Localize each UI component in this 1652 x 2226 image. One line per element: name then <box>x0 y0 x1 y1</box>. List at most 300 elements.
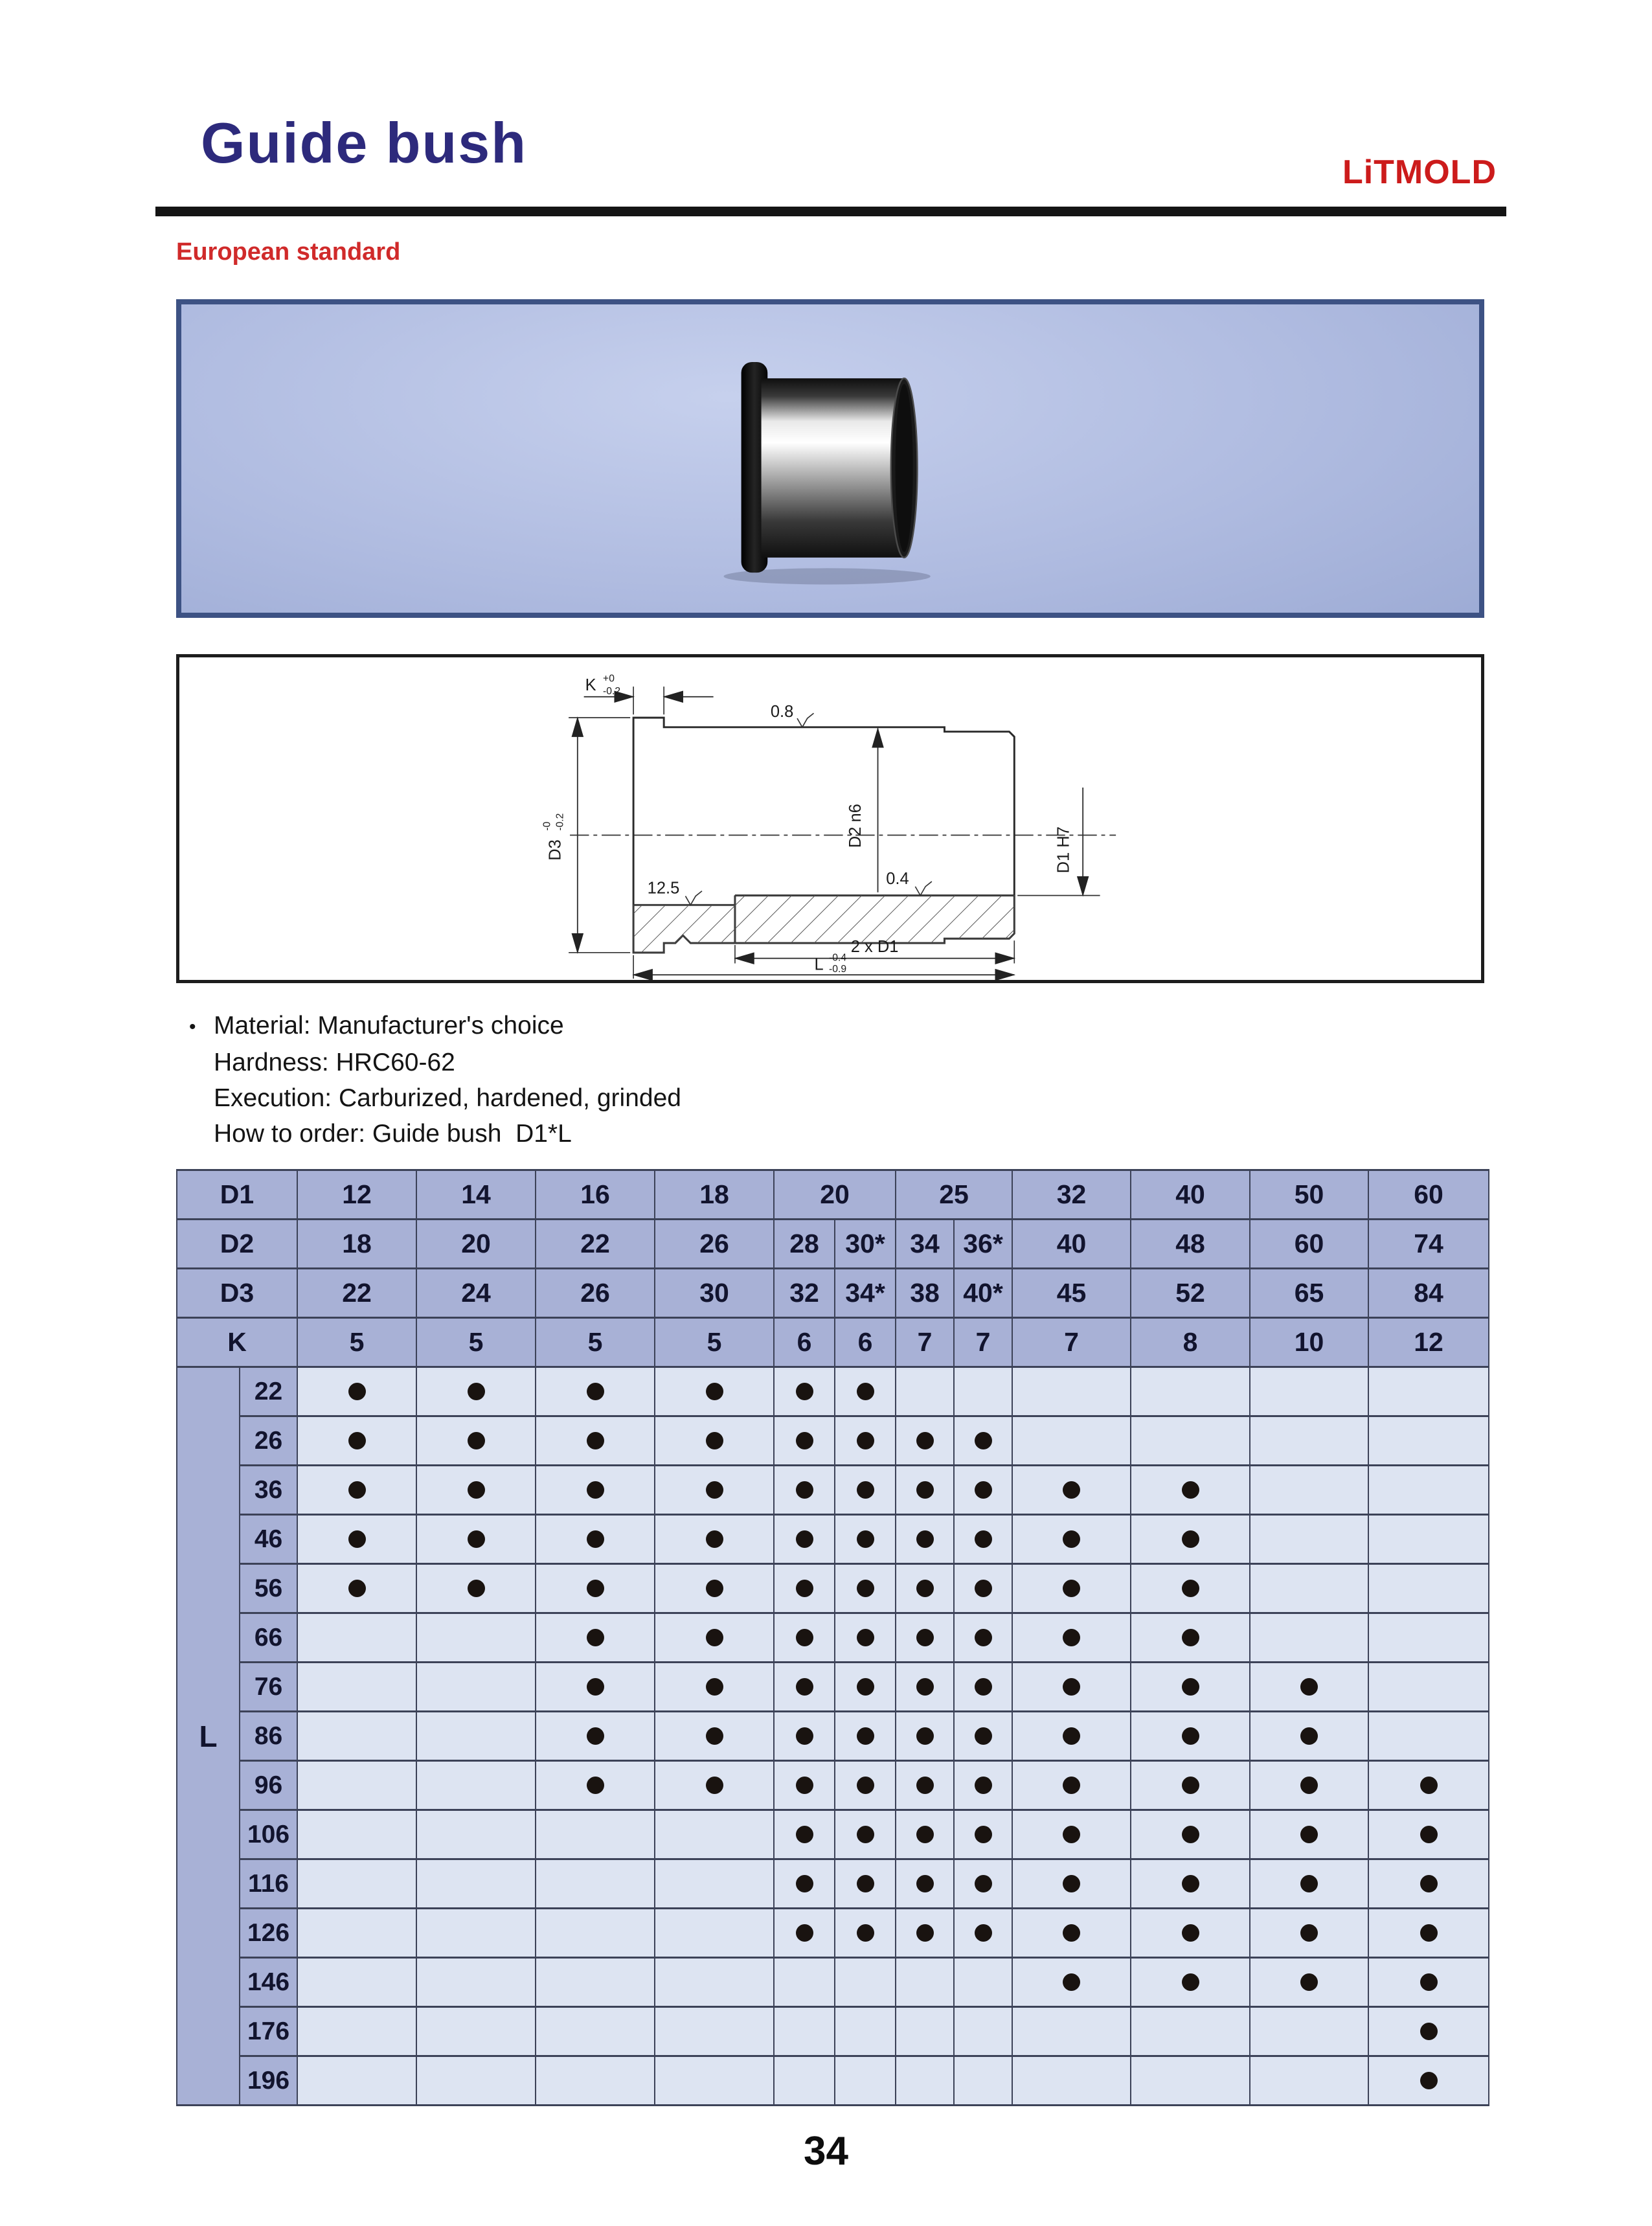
header-value-cell: 28 <box>774 1220 835 1269</box>
availability-dot <box>975 1826 992 1843</box>
availability-dot <box>1420 2023 1438 2040</box>
availability-cell <box>536 2007 655 2056</box>
availability-cell <box>297 1859 416 1909</box>
availability-cell <box>1131 1712 1250 1761</box>
availability-cell <box>1012 1909 1131 1958</box>
availability-cell <box>1250 1416 1368 1466</box>
header-value-cell: 22 <box>536 1220 655 1269</box>
length-row <box>177 1859 1489 1909</box>
availability-cell <box>655 1367 774 1416</box>
header-row <box>177 1170 1489 1220</box>
availability-dot <box>1420 1973 1438 1991</box>
availability-dot <box>975 1481 992 1499</box>
availability-dot <box>1300 1727 1318 1745</box>
availability-dot <box>857 1383 874 1400</box>
header-value-cell: 40 <box>1012 1220 1131 1269</box>
availability-dot <box>468 1481 485 1499</box>
availability-cell <box>896 1564 954 1613</box>
availability-cell <box>297 1712 416 1761</box>
availability-dot <box>916 1432 934 1449</box>
length-row <box>177 1367 1489 1416</box>
header-row-label: D2 <box>177 1220 297 1269</box>
availability-dot <box>348 1580 366 1597</box>
availability-cell <box>655 1416 774 1466</box>
availability-cell <box>1368 1515 1489 1564</box>
header-value-cell: 32 <box>1012 1170 1131 1220</box>
availability-cell <box>1012 1859 1131 1909</box>
availability-dot <box>857 1530 874 1548</box>
availability-cell <box>1012 1564 1131 1613</box>
availability-cell <box>1368 1613 1489 1663</box>
length-value-cell: 126 <box>240 1909 297 1958</box>
availability-cell <box>1368 1367 1489 1416</box>
availability-cell <box>896 1712 954 1761</box>
availability-dot <box>1182 1678 1199 1696</box>
availability-dot <box>348 1383 366 1400</box>
technical-drawing <box>179 657 1481 980</box>
availability-dot <box>796 1383 813 1400</box>
availability-cell <box>835 1761 896 1810</box>
header-divider <box>155 207 1506 216</box>
header-value-cell: 26 <box>655 1220 774 1269</box>
availability-cell <box>297 1909 416 1958</box>
availability-cell <box>536 1761 655 1810</box>
availability-dot <box>975 1875 992 1892</box>
length-row <box>177 1564 1489 1613</box>
availability-cell <box>416 1712 536 1761</box>
availability-cell <box>536 1564 655 1613</box>
availability-cell <box>896 1958 954 2007</box>
availability-cell <box>774 1712 835 1761</box>
availability-dot <box>1182 1530 1199 1548</box>
availability-cell <box>835 1564 896 1613</box>
availability-cell <box>1250 1810 1368 1859</box>
header-value-cell: 14 <box>416 1170 536 1220</box>
availability-cell <box>536 1416 655 1466</box>
availability-cell <box>1368 1416 1489 1466</box>
header-value-cell: 84 <box>1368 1269 1489 1318</box>
availability-cell <box>536 1909 655 1958</box>
length-value-cell: 26 <box>240 1416 297 1466</box>
availability-dot <box>796 1432 813 1449</box>
availability-dot <box>1300 1678 1318 1696</box>
availability-dot <box>975 1727 992 1745</box>
availability-cell <box>774 2056 835 2106</box>
availability-cell <box>835 1712 896 1761</box>
availability-dot <box>857 1678 874 1696</box>
availability-dot <box>1182 1777 1199 1794</box>
availability-dot <box>916 1530 934 1548</box>
header-value-cell: 5 <box>655 1318 774 1367</box>
availability-cell <box>1250 1712 1368 1761</box>
availability-cell <box>1368 1859 1489 1909</box>
header-value-cell: 48 <box>1131 1220 1250 1269</box>
availability-dot <box>1063 1629 1080 1646</box>
availability-dot <box>916 1580 934 1597</box>
header-value-cell: 25 <box>896 1170 1012 1220</box>
header-value-cell: 5 <box>416 1318 536 1367</box>
availability-cell <box>1368 2007 1489 2056</box>
availability-cell <box>954 1515 1012 1564</box>
bullet-icon: • <box>189 1016 196 1038</box>
availability-cell <box>1368 1810 1489 1859</box>
header-value-cell: 6 <box>774 1318 835 1367</box>
note-line <box>189 1008 681 1045</box>
availability-dot <box>796 1580 813 1597</box>
dim-label-k-sup: +0 <box>603 673 615 685</box>
finish-mark-top-icon <box>797 713 813 727</box>
availability-cell <box>1012 1663 1131 1712</box>
availability-cell <box>1368 2056 1489 2106</box>
header-value-cell: 30* <box>835 1220 896 1269</box>
availability-dot <box>348 1432 366 1449</box>
availability-cell <box>896 1613 954 1663</box>
availability-cell <box>954 1761 1012 1810</box>
availability-dot <box>348 1530 366 1548</box>
availability-dot <box>857 1580 874 1597</box>
availability-cell <box>954 1712 1012 1761</box>
length-value-cell: 36 <box>240 1466 297 1515</box>
availability-dot <box>468 1530 485 1548</box>
availability-cell <box>954 2007 1012 2056</box>
availability-dot <box>468 1432 485 1449</box>
availability-cell <box>1131 1466 1250 1515</box>
availability-dot <box>1182 1875 1199 1892</box>
section-hatch-right <box>735 896 1014 944</box>
availability-cell <box>1012 1416 1131 1466</box>
header-value-cell: 18 <box>297 1220 416 1269</box>
availability-cell <box>655 1663 774 1712</box>
availability-cell <box>1012 1712 1131 1761</box>
header-value-cell: 36* <box>954 1220 1012 1269</box>
header-value-cell: 7 <box>1012 1318 1131 1367</box>
availability-cell <box>1131 1909 1250 1958</box>
availability-dot <box>975 1580 992 1597</box>
availability-dot <box>857 1432 874 1449</box>
header-value-cell: 8 <box>1131 1318 1250 1367</box>
length-row <box>177 1663 1489 1712</box>
availability-cell <box>774 2007 835 2056</box>
header-value-cell: 5 <box>536 1318 655 1367</box>
page-number: 34 <box>804 2129 848 2174</box>
availability-cell <box>297 1367 416 1416</box>
availability-dot <box>1300 1777 1318 1794</box>
availability-cell <box>297 1663 416 1712</box>
availability-cell <box>774 1859 835 1909</box>
dim-label-d2: D2 n6 <box>846 804 865 848</box>
availability-cell <box>536 1367 655 1416</box>
technical-drawing-panel <box>176 654 1484 983</box>
availability-cell <box>1012 2007 1131 2056</box>
availability-dot <box>916 1924 934 1942</box>
availability-cell <box>536 1859 655 1909</box>
availability-dot <box>706 1432 723 1449</box>
availability-cell <box>1250 1466 1368 1515</box>
availability-cell <box>896 1810 954 1859</box>
finish-mark-top-value: 0.8 <box>770 703 794 721</box>
length-row <box>177 1909 1489 1958</box>
availability-cell <box>1131 1416 1250 1466</box>
availability-cell <box>416 1367 536 1416</box>
availability-cell <box>835 2007 896 2056</box>
availability-cell <box>1250 1367 1368 1416</box>
availability-cell <box>536 1466 655 1515</box>
availability-cell <box>954 2056 1012 2106</box>
length-row <box>177 1958 1489 2007</box>
header-value-cell: 16 <box>536 1170 655 1220</box>
availability-dot <box>587 1727 604 1745</box>
availability-dot <box>1420 1777 1438 1794</box>
availability-dot <box>857 1924 874 1942</box>
header-value-cell: 50 <box>1250 1170 1368 1220</box>
availability-cell <box>896 1761 954 1810</box>
availability-dot <box>796 1777 813 1794</box>
header-value-cell: 5 <box>297 1318 416 1367</box>
availability-cell <box>1368 1909 1489 1958</box>
availability-dot <box>587 1777 604 1794</box>
header-value-cell: 60 <box>1368 1170 1489 1220</box>
availability-cell <box>774 1810 835 1859</box>
availability-cell <box>896 1416 954 1466</box>
availability-dot <box>1300 1875 1318 1892</box>
availability-dot <box>916 1727 934 1745</box>
length-value-cell: 116 <box>240 1859 297 1909</box>
availability-dot <box>857 1826 874 1843</box>
availability-cell <box>896 1515 954 1564</box>
header-value-cell: 34* <box>835 1269 896 1318</box>
length-row <box>177 1416 1489 1466</box>
availability-cell <box>835 1613 896 1663</box>
availability-cell <box>536 1712 655 1761</box>
availability-dot <box>1420 2072 1438 2089</box>
availability-dot <box>1063 1826 1080 1843</box>
header-value-cell: 32 <box>774 1269 835 1318</box>
finish-mark-left-value: 12.5 <box>647 879 680 898</box>
availability-cell <box>1131 1515 1250 1564</box>
availability-cell <box>655 1712 774 1761</box>
availability-cell <box>1368 1761 1489 1810</box>
availability-cell <box>1131 1810 1250 1859</box>
dim-label-l: L <box>814 955 824 974</box>
size-table-wrap <box>176 1169 1489 2106</box>
availability-cell <box>896 2056 954 2106</box>
length-value-cell: 46 <box>240 1515 297 1564</box>
header-value-cell: 52 <box>1131 1269 1250 1318</box>
availability-dot <box>796 1727 813 1745</box>
header-value-cell: 60 <box>1250 1220 1368 1269</box>
length-row <box>177 1810 1489 1859</box>
availability-cell <box>536 1663 655 1712</box>
availability-cell <box>536 1958 655 2007</box>
length-value-cell: 86 <box>240 1712 297 1761</box>
availability-cell <box>297 1613 416 1663</box>
availability-dot <box>587 1629 604 1646</box>
length-value-cell: 96 <box>240 1761 297 1810</box>
bush-body <box>762 378 905 558</box>
availability-cell <box>655 1810 774 1859</box>
dim-label-d1: D1 H7 <box>1054 826 1073 874</box>
availability-cell <box>774 1515 835 1564</box>
availability-cell <box>655 2056 774 2106</box>
availability-cell <box>297 1466 416 1515</box>
header-row <box>177 1318 1489 1367</box>
availability-cell <box>416 1909 536 1958</box>
availability-dot <box>796 1481 813 1499</box>
header-value-cell: 38 <box>896 1269 954 1318</box>
header-row <box>177 1269 1489 1318</box>
availability-cell <box>536 2056 655 2106</box>
header-value-cell: 45 <box>1012 1269 1131 1318</box>
length-row <box>177 1613 1489 1663</box>
dim-label-k: K <box>585 676 596 694</box>
availability-dot <box>796 1530 813 1548</box>
header-value-cell: 40 <box>1131 1170 1250 1220</box>
availability-cell <box>416 1416 536 1466</box>
availability-dot <box>706 1678 723 1696</box>
header-value-cell: 20 <box>416 1220 536 1269</box>
availability-cell <box>655 1466 774 1515</box>
availability-cell <box>954 1810 1012 1859</box>
material-notes <box>189 1008 681 1152</box>
header-value-cell: 30 <box>655 1269 774 1318</box>
availability-dot <box>706 1383 723 1400</box>
note-text: Material: Manufacturer's choice <box>214 1012 564 1039</box>
length-row <box>177 2056 1489 2106</box>
availability-cell <box>954 1613 1012 1663</box>
availability-dot <box>587 1432 604 1449</box>
availability-cell <box>774 1663 835 1712</box>
length-row <box>177 2007 1489 2056</box>
availability-dot <box>796 1875 813 1892</box>
availability-cell <box>896 1663 954 1712</box>
availability-cell <box>416 1466 536 1515</box>
availability-cell <box>297 1416 416 1466</box>
availability-dot <box>468 1580 485 1597</box>
availability-cell <box>774 1613 835 1663</box>
availability-dot <box>706 1530 723 1548</box>
availability-cell <box>954 1859 1012 1909</box>
availability-cell <box>1250 1761 1368 1810</box>
availability-dot <box>857 1727 874 1745</box>
availability-cell <box>1131 1859 1250 1909</box>
length-value-cell: 146 <box>240 1958 297 2007</box>
availability-dot <box>916 1481 934 1499</box>
standard-subtitle: European standard <box>176 238 401 266</box>
availability-cell <box>1131 2056 1250 2106</box>
availability-dot <box>1063 1924 1080 1942</box>
length-row <box>177 1515 1489 1564</box>
availability-cell <box>416 1613 536 1663</box>
availability-cell <box>416 1958 536 2007</box>
note-text: Hardness: HRC60-62 <box>214 1049 455 1077</box>
availability-cell <box>655 1515 774 1564</box>
availability-cell <box>896 1367 954 1416</box>
availability-cell <box>297 1958 416 2007</box>
availability-cell <box>416 2007 536 2056</box>
availability-cell <box>835 1958 896 2007</box>
availability-cell <box>1250 1859 1368 1909</box>
availability-cell <box>1131 1367 1250 1416</box>
l-axis-label: L <box>177 1367 240 2106</box>
availability-cell <box>1368 1564 1489 1613</box>
dim-label-l-sup: -0.4 <box>829 952 847 964</box>
availability-cell <box>1368 1712 1489 1761</box>
availability-dot <box>1300 1826 1318 1843</box>
availability-dot <box>1063 1973 1080 1991</box>
availability-cell <box>1131 1663 1250 1712</box>
availability-cell <box>835 1909 896 1958</box>
availability-dot <box>975 1432 992 1449</box>
availability-cell <box>416 1515 536 1564</box>
header-value-cell: 40* <box>954 1269 1012 1318</box>
availability-cell <box>835 1466 896 1515</box>
note-line <box>189 1080 681 1116</box>
availability-cell <box>1250 1958 1368 2007</box>
header-value-cell: 26 <box>536 1269 655 1318</box>
dim-label-d3-sub: -0.2 <box>554 813 566 831</box>
header-value-cell: 6 <box>835 1318 896 1367</box>
availability-cell <box>536 1613 655 1663</box>
availability-cell <box>1131 1761 1250 1810</box>
header-row-label: K <box>177 1318 297 1367</box>
availability-cell <box>896 1859 954 1909</box>
availability-dot <box>857 1629 874 1646</box>
availability-cell <box>1012 1958 1131 2007</box>
availability-dot <box>916 1826 934 1843</box>
product-photo-panel <box>176 299 1484 618</box>
availability-cell <box>835 1416 896 1466</box>
availability-dot <box>1420 1875 1438 1892</box>
availability-cell <box>896 1909 954 1958</box>
availability-cell <box>896 1466 954 1515</box>
availability-dot <box>1420 1826 1438 1843</box>
availability-cell <box>416 2056 536 2106</box>
availability-cell <box>655 1958 774 2007</box>
length-row <box>177 1466 1489 1515</box>
availability-cell <box>655 1564 774 1613</box>
availability-dot <box>1063 1875 1080 1892</box>
length-value-cell: 76 <box>240 1663 297 1712</box>
section-hatch-left <box>633 905 735 953</box>
availability-dot <box>796 1678 813 1696</box>
availability-cell <box>1012 1761 1131 1810</box>
availability-cell <box>1250 1515 1368 1564</box>
availability-cell <box>655 1909 774 1958</box>
header-value-cell: 24 <box>416 1269 536 1318</box>
availability-cell <box>774 1466 835 1515</box>
availability-cell <box>954 1909 1012 1958</box>
availability-cell <box>297 1810 416 1859</box>
availability-dot <box>796 1629 813 1646</box>
availability-cell <box>1012 1810 1131 1859</box>
availability-cell <box>1012 1515 1131 1564</box>
availability-cell <box>1250 1613 1368 1663</box>
availability-cell <box>1012 2056 1131 2106</box>
size-table <box>176 1169 1489 2106</box>
dim-label-d3-sup: -0 <box>541 821 553 831</box>
availability-dot <box>796 1924 813 1942</box>
availability-cell <box>297 2007 416 2056</box>
availability-cell <box>835 1859 896 1909</box>
availability-cell <box>1368 1663 1489 1712</box>
header-row-label: D1 <box>177 1170 297 1220</box>
availability-cell <box>1131 1958 1250 2007</box>
length-value-cell: 66 <box>240 1613 297 1663</box>
availability-dot <box>975 1777 992 1794</box>
availability-dot <box>975 1629 992 1646</box>
availability-cell <box>297 1761 416 1810</box>
availability-cell <box>655 1859 774 1909</box>
